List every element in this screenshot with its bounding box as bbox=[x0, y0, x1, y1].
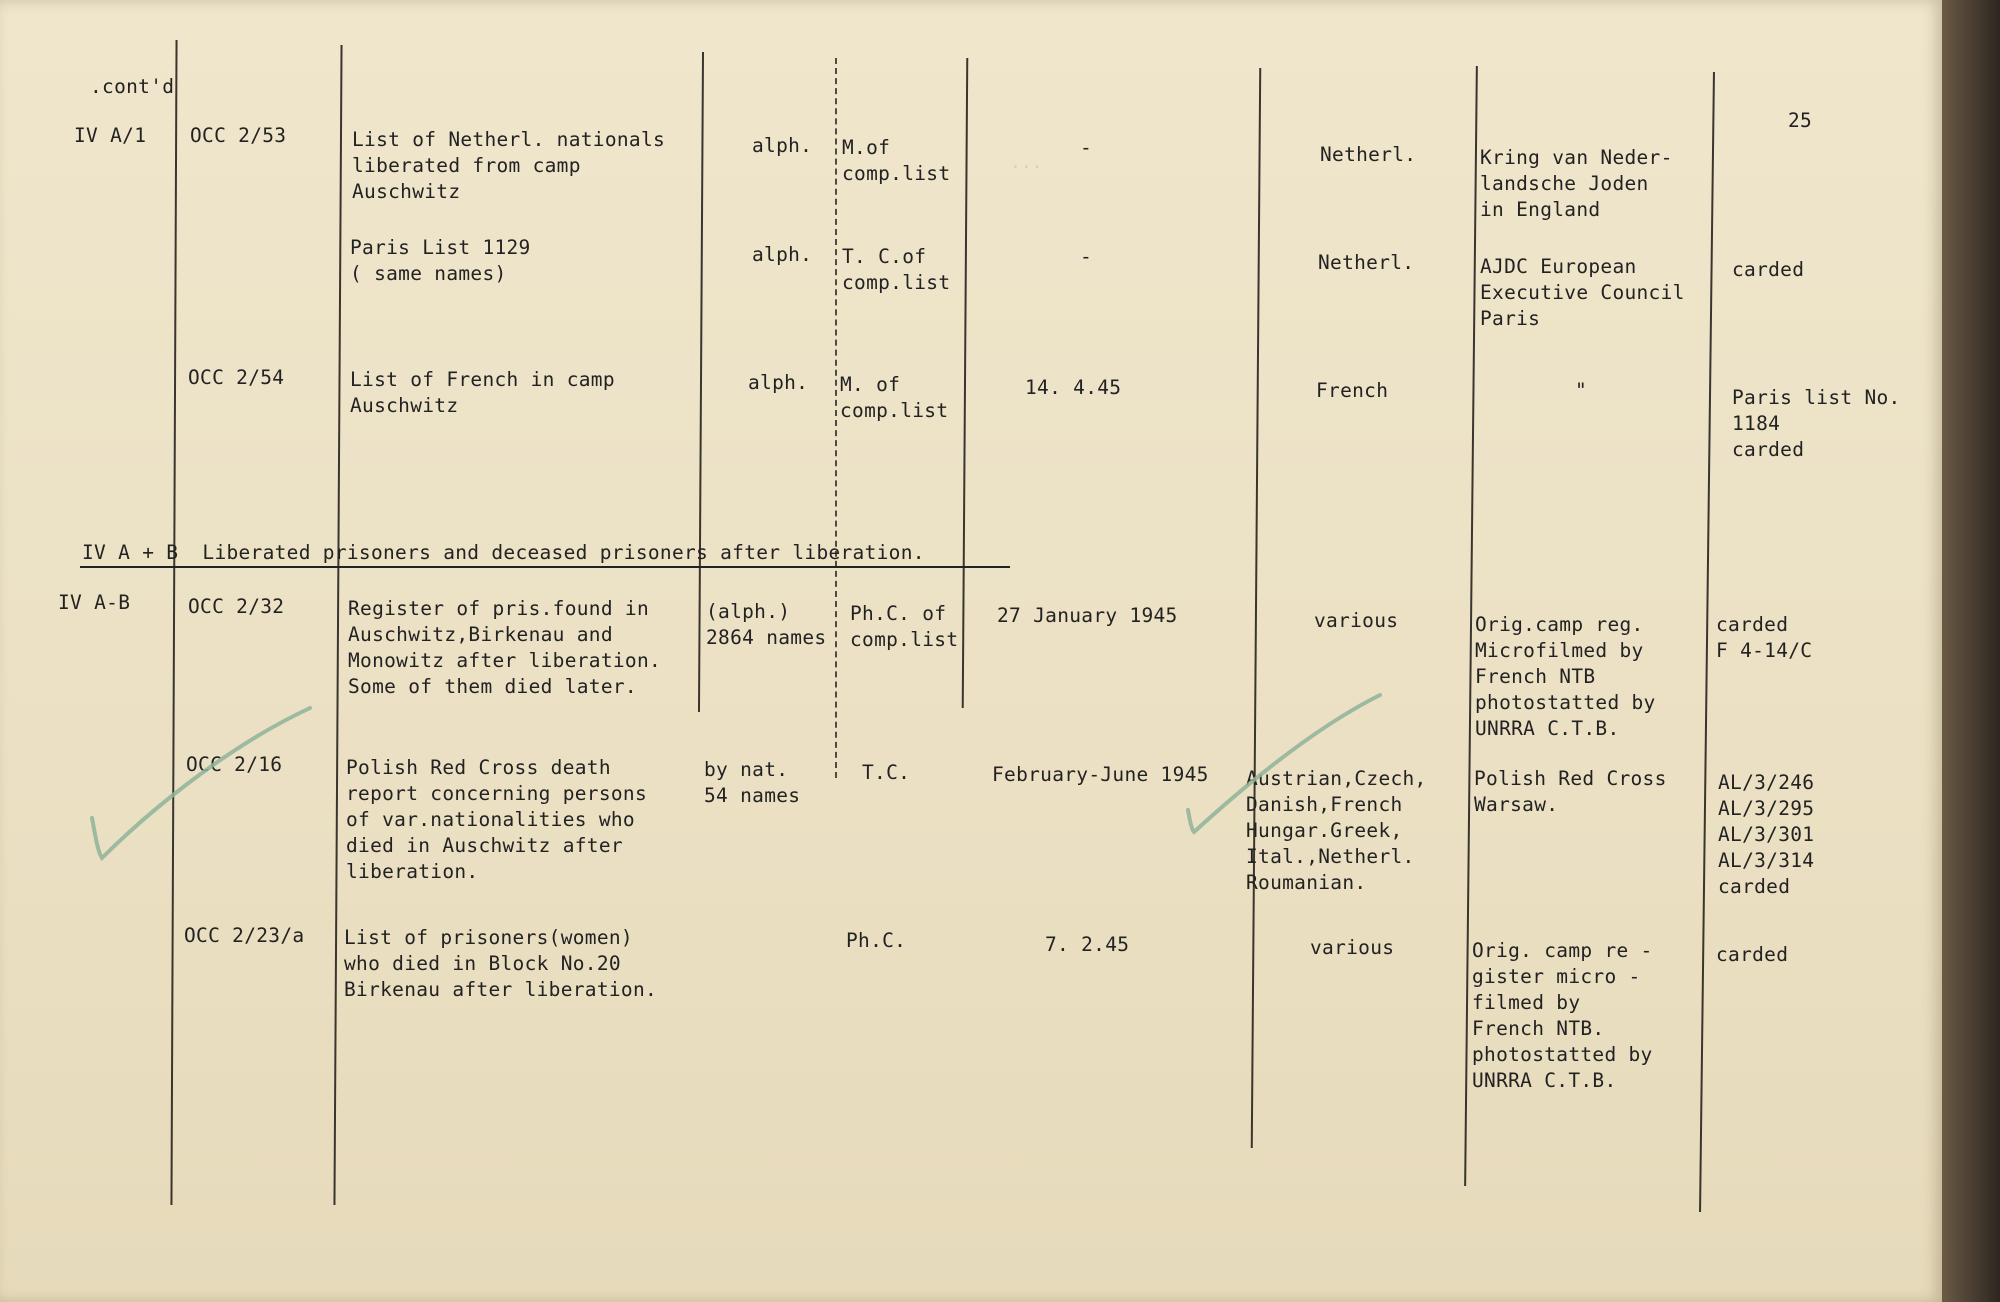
record-type: Ph.C. of comp.list bbox=[850, 602, 959, 651]
date: 7. 2.45 bbox=[1045, 933, 1130, 956]
date: February-June 1945 bbox=[992, 763, 1209, 786]
date: 27 January 1945 bbox=[997, 604, 1178, 627]
arrangement: alph. bbox=[748, 371, 809, 394]
bleed-through-text: ... bbox=[1010, 152, 1043, 173]
column-rule-dashed bbox=[835, 58, 837, 778]
description: List of prisoners(women) who died in Block No.20 Birkenau after liberation. bbox=[344, 926, 658, 1001]
record-type: T.C. bbox=[862, 761, 911, 784]
checkmark-icon bbox=[80, 700, 320, 870]
section-code: IV A-B bbox=[58, 591, 131, 614]
continued-label: .cont'd bbox=[90, 75, 175, 98]
arrangement: alph. bbox=[752, 243, 813, 266]
record-type: T. C.of comp.list bbox=[842, 245, 951, 294]
remarks: AL/3/246 AL/3/295 AL/3/301 AL/3/314 carded bbox=[1718, 771, 1815, 898]
column-rule bbox=[170, 40, 177, 1205]
remarks: carded F 4-14/C bbox=[1716, 613, 1813, 662]
record-type: M.of comp.list bbox=[842, 136, 951, 185]
section-code: IV A/1 bbox=[74, 124, 147, 147]
source: " bbox=[1575, 379, 1588, 402]
column-rule bbox=[962, 58, 969, 708]
checkmark-icon bbox=[1180, 690, 1400, 840]
source: Kring van Neder- landsche Joden in England bbox=[1480, 146, 1673, 221]
arrangement: alph. bbox=[752, 134, 813, 157]
source: Orig. camp re - gister micro - filmed by French NTB. photostatted by UNRRA C.T.B. bbox=[1472, 939, 1653, 1092]
nationality: Netherl. bbox=[1318, 251, 1415, 274]
reference-number: OCC 2/16 bbox=[186, 753, 283, 776]
nationality: French bbox=[1316, 379, 1389, 402]
remarks: carded bbox=[1716, 943, 1789, 966]
column-rule bbox=[1251, 68, 1261, 1148]
nationality: various bbox=[1314, 609, 1399, 632]
date: - bbox=[1080, 245, 1093, 268]
source: Orig.camp reg. Microfilmed by French NTB photostatted by UNRRA C.T.B. bbox=[1475, 613, 1656, 740]
column-rule bbox=[698, 52, 704, 712]
reference-number: OCC 2/53 bbox=[190, 124, 287, 147]
column-rule bbox=[333, 45, 342, 1205]
nationality: Netherl. bbox=[1320, 143, 1417, 166]
book-edge bbox=[1942, 0, 2000, 1302]
arrangement: by nat. 54 names bbox=[704, 758, 801, 807]
source: AJDC European Executive Council Paris bbox=[1480, 255, 1685, 330]
reference-number: OCC 2/23/a bbox=[184, 924, 305, 947]
reference-number: OCC 2/32 bbox=[188, 595, 285, 618]
description: Paris List 1129 ( same names) bbox=[350, 236, 531, 285]
date: - bbox=[1080, 136, 1093, 159]
remarks: carded bbox=[1732, 258, 1805, 281]
record-type: Ph.C. bbox=[846, 929, 907, 952]
source: Polish Red Cross Warsaw. bbox=[1474, 767, 1667, 816]
column-rule bbox=[1699, 72, 1715, 1212]
remarks: Paris list No. 1184 carded bbox=[1732, 386, 1901, 461]
description: List of French in camp Auschwitz bbox=[350, 368, 615, 417]
description: List of Netherl. nationals liberated from camp Auschwitz bbox=[352, 128, 666, 203]
heading-underline bbox=[80, 566, 1010, 568]
description: Polish Red Cross death report concerning persons of var.nationalities who died in Auschwitz after liberation. bbox=[346, 756, 647, 883]
page-number: 25 bbox=[1788, 109, 1813, 132]
record-type: M. of comp.list bbox=[840, 373, 949, 422]
nationality: Austrian,Czech, Danish,French Hungar.Greek, Ital.,Netherl. Roumanian. bbox=[1246, 767, 1427, 894]
arrangement: (alph.) 2864 names bbox=[706, 600, 827, 649]
nationality: various bbox=[1310, 936, 1395, 959]
description: Register of pris.found in Auschwitz,Birkenau and Monowitz after liberation. Some of them died later. bbox=[348, 597, 662, 698]
section-heading: IV A + B Liberated prisoners and deceased prisoners after liberation. bbox=[82, 541, 925, 564]
reference-number: OCC 2/54 bbox=[188, 366, 285, 389]
date: 14. 4.45 bbox=[1025, 376, 1122, 399]
